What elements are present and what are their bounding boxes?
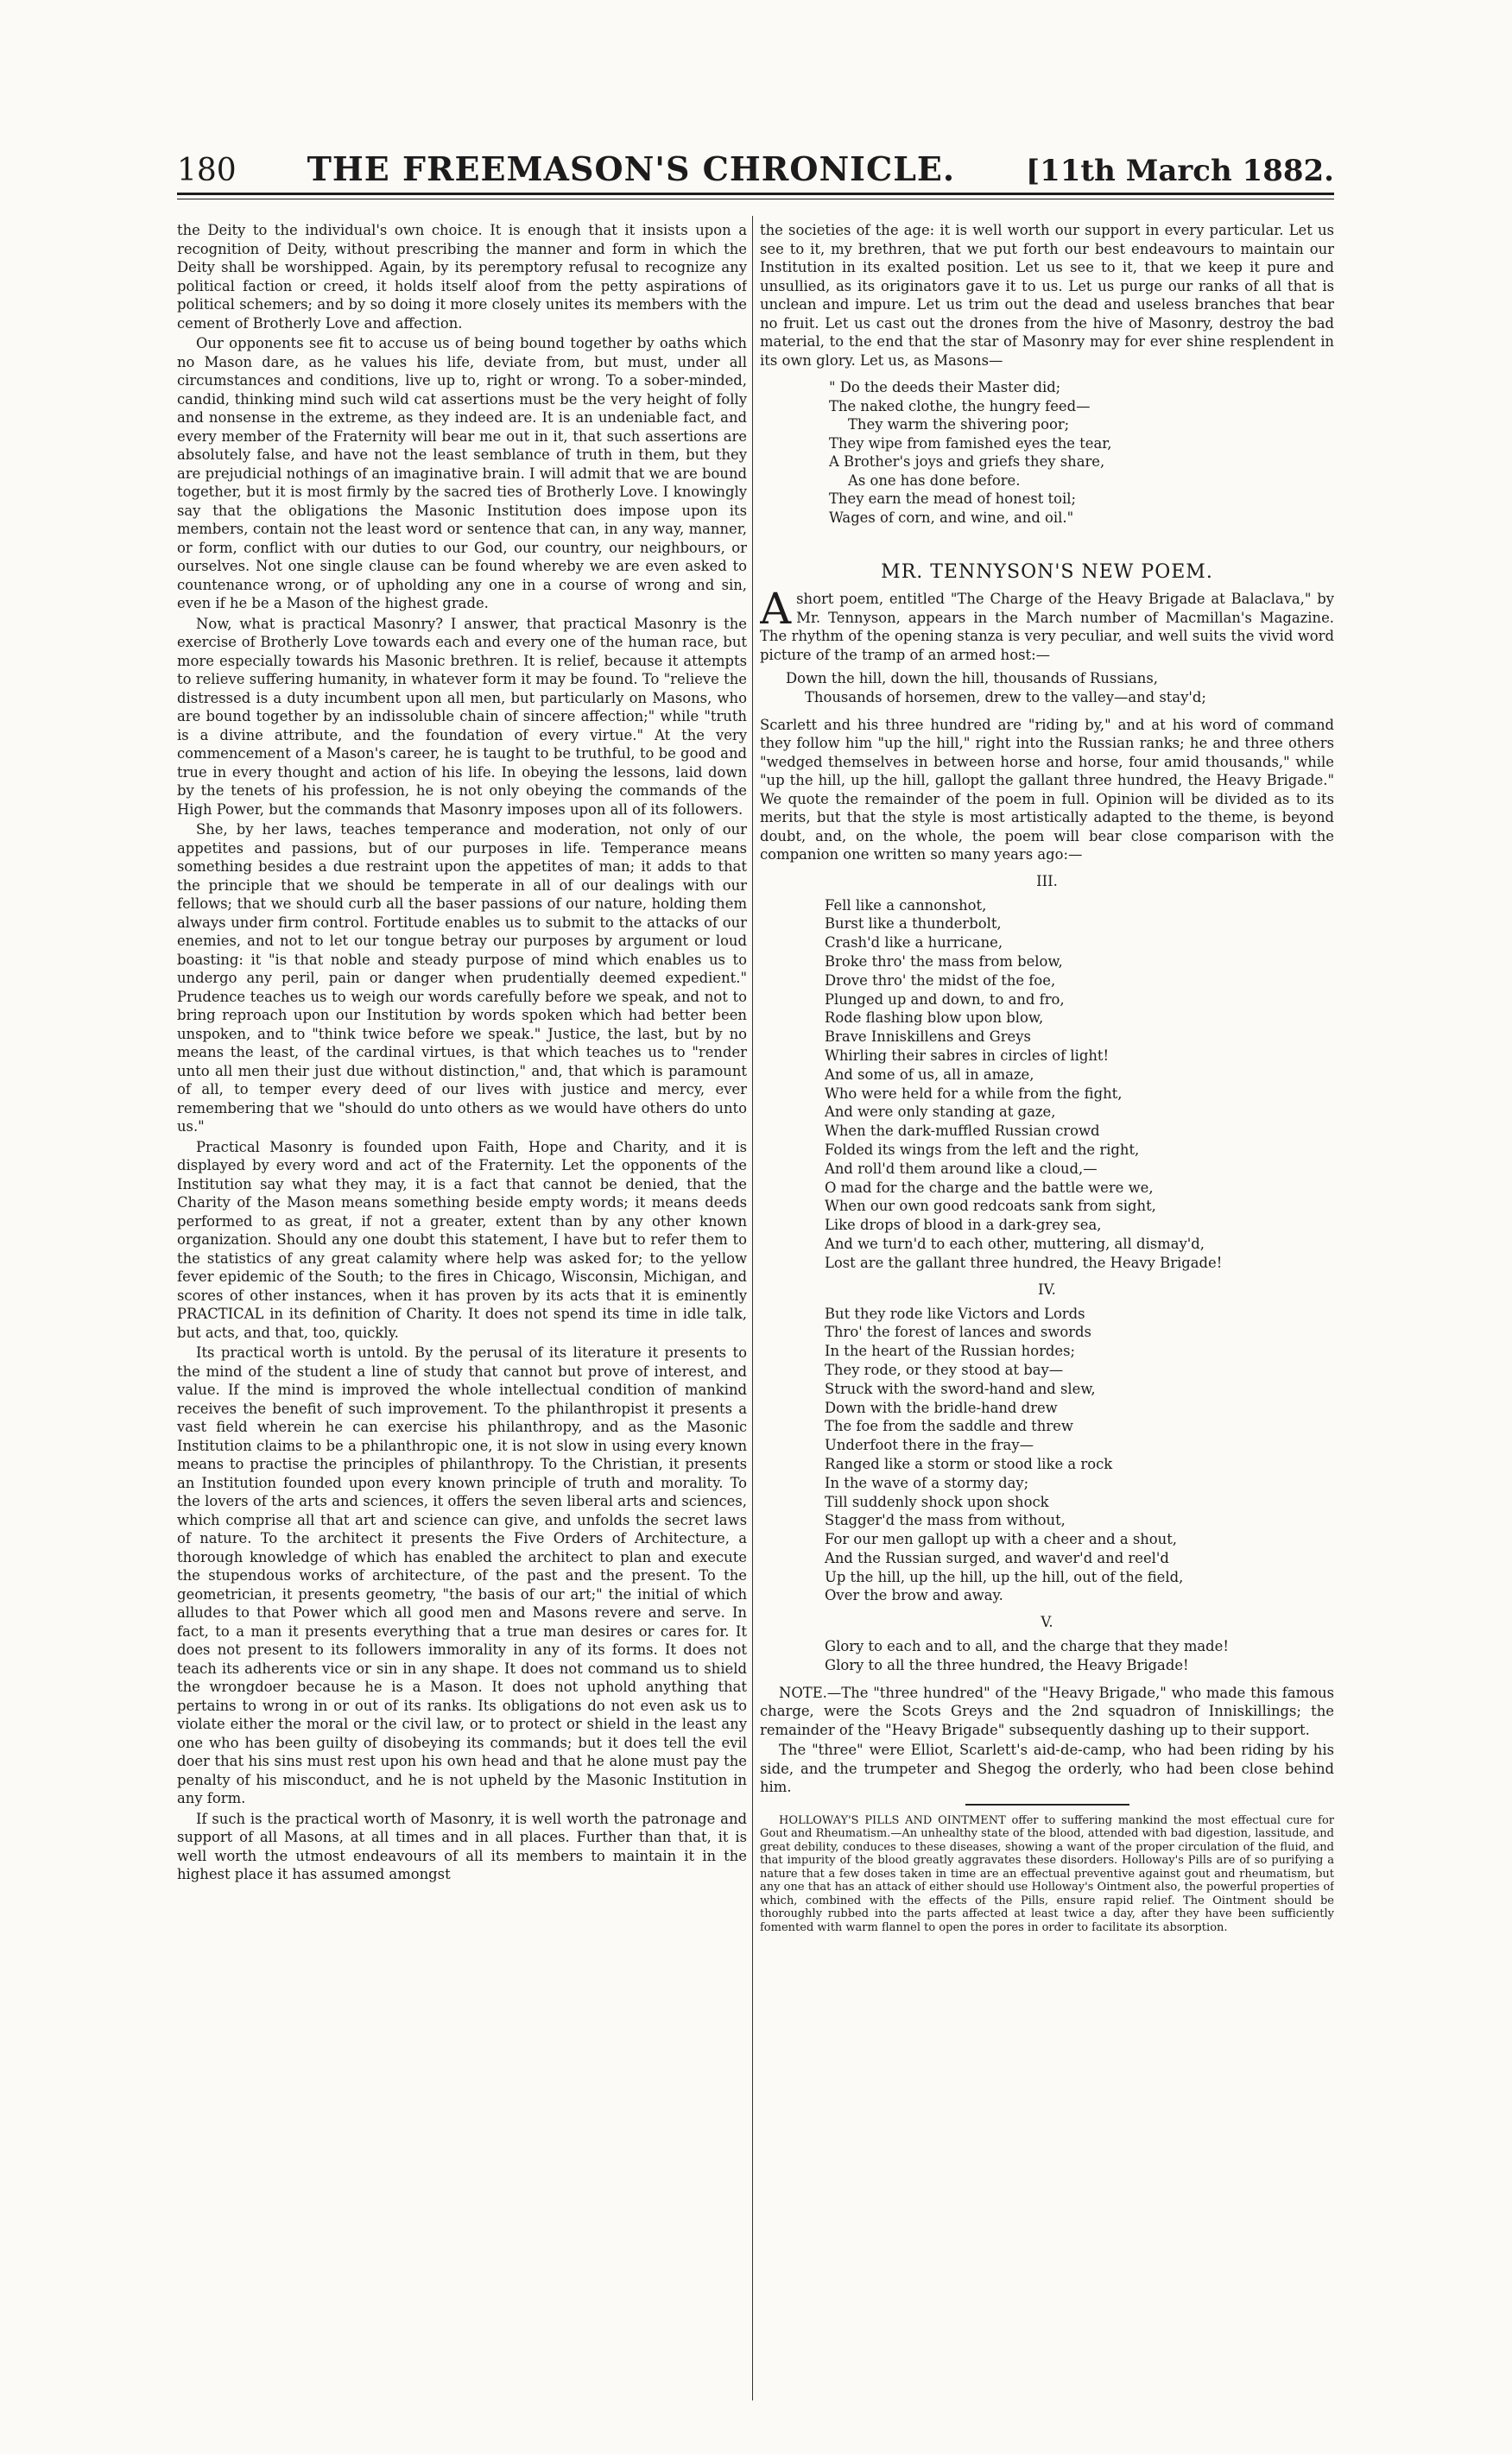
verse-line: A Brother's joys and griefs they share, xyxy=(829,453,1105,470)
stanza-5 xyxy=(825,1637,1334,1675)
verse-line: Folded its wings from the left and the right, xyxy=(825,1141,1140,1158)
verse-line: Wages of corn, and wine, and oil." xyxy=(829,509,1074,526)
column-divider xyxy=(752,216,753,2400)
intro-text: short poem, entitled "The Charge of the Heavy Brigade at Balaclava," by Mr. Tennyson, appears in the March number of Macmillan's Magazine. The rhythm of the opening stanza is very peculiar, and well suits the vivid word picture of the tramp of an armed host:— xyxy=(760,591,1334,663)
paragraph: Scarlett and his three hundred are "riding by," and at his word of command they follow him "up the hill," right into the Russian ranks; he and three others "wedged themselves in between horse and horse, four amid thousands," while "up the hill, up the hill, gallopt the gallant three hundred, the Heavy Brigade." We quote the remainder of the poem in full. Opinion will be divided as to its merits, but that the style is most artistically adapted to the theme, is beyond doubt, and, on the whole, the poem will bear close comparison with the companion one written so many years ago:— xyxy=(760,716,1334,863)
stanza-4 xyxy=(825,1305,1334,1606)
drop-cap: A xyxy=(760,584,792,634)
paragraph: Our opponents see fit to accuse us of being bound together by oaths which no Mason dare, as he values his life, deviate from, but must, under all circumstances and conditions, live up to, right or wrong. To a sober-minded, candid, thinking mind such wild cat assertions must be the very height of folly and nonsense in the extreme, as they indeed are. It is an undeniable fact, and every member of the Fraternity will bear me out in it, that such assertions are absolutely false, and have not the least semblance of truth in them, but they are prejudicial nothings of an imaginative brain. I will admit that we are bound together, but it is most firmly by the sacred ties of Brotherly Love. I knowingly say that the obligations the Masonic Institution does impose upon its members, contain not the least word or sentence that can, in any way, manner, or form, conflict with our duties to our God, our country, our neighbours, or ourselves. Not one single clause can be found whereby we are even asked to countenance wrong, or of upholding any one in a course of wrong and sin, even if he be a Mason of the highest grade. xyxy=(177,335,747,611)
verse-line: In the heart of the Russian hordes; xyxy=(825,1343,1076,1360)
verse-line: When the dark-muffled Russian crowd xyxy=(825,1123,1100,1140)
header-rule xyxy=(177,193,1334,195)
verse-line: Burst like a thunderbolt, xyxy=(825,915,1002,933)
verse-line: They warm the shivering poor; xyxy=(848,416,1070,433)
stanza-3 xyxy=(825,896,1334,1273)
paragraph: She, by her laws, teaches temperance and moderation, not only of our appetites and passions, but of our purposes in life. Temperance means something besides a due restraint upon the appetites of man; it adds to that the principle that we should be temperate in all of our dealings with our fellows; that we should curb all the baser passions of our nature, holding them always under firm control. Fortitude enables us to submit to the attacks of our enemies, and not to let our tongue betray our purposes by argument or loud boasting: it "is that noble and steady purpose of mind which enables us to undergo any peril, pain or danger when prudentially deemed expedient." Prudence teaches us to weigh our words carefully before we speak, and not to bring reproach upon our Institution by words spoken which had better been unspoken, and to "think twice before we speak." Justice, the last, but by no means the least, of the cardinal virtues, is that which teaches us to "render unto all men their just due without distinction," and, that which is paramount of all, to temper every deed of our lives with justice and mercy, ever remembering that we "should do unto others as we would have others do unto us." xyxy=(177,821,747,1135)
verse-line: Thro' the forest of lances and swords xyxy=(825,1324,1091,1341)
verse-line: And some of us, all in amaze, xyxy=(825,1066,1034,1083)
verse-line: Struck with the sword-hand and slew, xyxy=(825,1380,1096,1397)
page-header xyxy=(177,138,1334,188)
paragraph: the societies of the age: it is well worth our support in every particular. Let us see to it, my brethren, that we put forth our best endeavours to maintain our Institution in its exalted position. Let us see to it, that we keep it pure and unsullied, as its originators gave it to us. Let us purge our ranks of all that is unclean and impure. Let us trim out the dead and useless branches that bear no fruit. Let us cast out the drones from the hive of Masonry, destroy the bad material, to the end that the star of Masonry may for ever shine resplendent in its own glory. Let us, as Masons— xyxy=(760,222,1334,369)
stanza-number: III. xyxy=(1036,872,1058,889)
verse-line: And we turn'd to each other, muttering, all dismay'd, xyxy=(825,1235,1205,1252)
verse-line: Glory to each and to all, and the charge that they made! xyxy=(825,1638,1229,1655)
opening-lines xyxy=(786,669,1334,707)
verse-line: Broke thro' the mass from below, xyxy=(825,952,1063,970)
article-title: MR. TENNYSON'S NEW POEM. xyxy=(881,561,1213,583)
stanza-number: V. xyxy=(1041,1614,1053,1631)
verse-line: O mad for the charge and the battle were we, xyxy=(825,1179,1154,1196)
verse-line: Up the hill, up the hill, up the hill, out of the field, xyxy=(825,1568,1184,1585)
paragraph: Practical Masonry is founded upon Faith, Hope and Charity, and it is displayed by every word and act of the Fraternity. Let the opponents of the Institution say what they may, it is a fact that cannot be denied, that the Charity of the Mason means something beside empty words; it means deeds performed to as great, if not a greater, extent than by any other known organization. Should any one doubt this statement, I have but to refer them to the statistics of any great calamity where help was asked for; to the yellow fever epidemic of the South; to the fires in Chicago, Wisconsin, Michigan, and scores of other instances, when it has proven by its acts that it is eminently PRACTICAL in its definition of Charity. It does not spend its time in idle talk, but acts, and that, too, quickly. xyxy=(177,1138,747,1341)
separator-rule xyxy=(965,1804,1129,1806)
verse-line: They wipe from famished eyes the tear, xyxy=(829,434,1112,452)
note: NOTE.—The "three hundred" of the "Heavy Brigade," who made this famous charge, were the Scots Greys and the 2nd squadron of Inniskillings; the remainder of the "Heavy Brigade" subsequently dashing up to their support. xyxy=(760,1684,1334,1738)
verse-line: They earn the mead of honest toil; xyxy=(829,490,1076,507)
page-number: 180 xyxy=(177,153,237,188)
verse-line: The foe from the saddle and threw xyxy=(825,1418,1073,1435)
verse-line: Thousands of horsemen, drew to the valley—and stay'd; xyxy=(805,688,1206,705)
paragraph: the Deity to the individual's own choice. It is enough that it insists upon a recognition of Deity, without prescribing the manner and form in which the Deity shall be worshipped. Again, by its peremptory refusal to recognize any political faction or creed, it holds itself aloof from the petty aspirations of political schemers; and by so doing it more closely unites its members with the cement of Brotherly Love and affection. xyxy=(177,222,747,332)
verse-line: When our own good redcoats sank from sight, xyxy=(825,1198,1156,1215)
verse-line: Glory to all the three hundred, the Heavy Brigade! xyxy=(825,1657,1189,1674)
verse-line: Stagger'd the mass from without, xyxy=(825,1512,1066,1529)
verse-line: Like drops of blood in a dark-grey sea, xyxy=(825,1217,1102,1234)
verse-line: Fell like a cannonshot, xyxy=(825,896,987,914)
paragraph: Now, what is practical Masonry? I answer, that practical Masonry is the exercise of Brotherly Love towards each and every one of the human race, but more especially towards his Masonic brethren. It is relief, because it attempts to relieve suffering humanity, in whatever form it may be found. To "relieve the distressed is a duty incumbent upon all men, but particularly on Masons, who are bound together by an indissoluble chain of sincere affection;" while "truth is a divine attribute, and the foundation of every virtue." At the very commencement of a Mason's career, he is taught to be truthful, to be good and true in every thought and action of his life. In obeying the lessons, laid down by the tenets of his profession, he is not only obeying the commands of the High Power, but the commands that Masonry imposes upon all of its followers. xyxy=(177,615,747,818)
advertisement xyxy=(760,1814,1334,1935)
verse xyxy=(829,378,1334,527)
verse-line: The naked clothe, the hungry feed— xyxy=(829,397,1091,414)
verse-line: They rode, or they stood at bay— xyxy=(825,1361,1064,1378)
stanza-number: IV. xyxy=(1038,1281,1056,1298)
right-column xyxy=(760,221,1334,2401)
verse-line: Down the hill, down the hill, thousands of Russians, xyxy=(786,670,1158,686)
verse-line: In the wave of a stormy day; xyxy=(825,1474,1029,1491)
verse-line: Plunged up and down, to and fro, xyxy=(825,990,1065,1008)
verse-line: Over the brow and away. xyxy=(825,1587,1003,1604)
advert-text: HOLLOWAY'S PILLS AND OINTMENT offer to suffering mankind the most effectual cure for Gout and Rheumatism.—An unhealthy state of the blood, attended with bad digestion, lassitude, and great debility, conduces to these diseases, showing a want of the proper circulation of the fluid, and that impurity of the blood greatly aggravates these disorders. Holloway's Pills are of so purifying a nature that a few doses taken in time are an effectual preventive against gout and rheumatism, but any one that has an attack of either should use Holloway's Ointment also, the powerful properties of which, combined with the effects of the Pills, ensure rapid relief. The Ointment should be thoroughly rubbed into the parts affected at least twice a day, after they have been sufficiently fomented with warm flannel to open the pores in order to facilitate its absorption. xyxy=(760,1813,1334,1934)
verse-line: Whirling their sabres in circles of light! xyxy=(825,1047,1110,1064)
verse-line: Underfoot there in the fray— xyxy=(825,1437,1034,1454)
verse-line: As one has done before. xyxy=(848,471,1021,489)
left-column xyxy=(177,221,747,2401)
issue-date: [11th March 1882. xyxy=(1026,154,1334,188)
verse-line: And roll'd them around like a cloud,— xyxy=(825,1160,1098,1177)
verse-line: Who were held for a while from the fight, xyxy=(825,1085,1123,1102)
verse-line: And the Russian surged, and waver'd and reel'd xyxy=(825,1549,1169,1566)
note: The "three" were Elliot, Scarlett's aid-de-camp, who had been riding by his side, and the trumpeter and Shegog the orderly, who had been close behind him. xyxy=(760,1742,1334,1796)
verse-line: Crash'd like a hurricane, xyxy=(825,934,1003,952)
verse-line: Rode flashing blow upon blow, xyxy=(825,1009,1044,1027)
verse-line: Lost are the gallant three hundred, the Heavy Brigade! xyxy=(825,1254,1223,1271)
verse-line: For our men gallopt up with a cheer and a shout, xyxy=(825,1531,1178,1548)
verse-line: Down with the bridle-hand drew xyxy=(825,1399,1058,1416)
paragraph: Its practical worth is untold. By the perusal of its literature it presents to the mind of the student a line of study that cannot but prove of interest, and value. If the mind is improved the whole intellectual condition of mankind receives the benefit of such improvement. To the philanthropist it presents a vast field wherein he can exercise his philanthropy, and as the Masonic Institution claims to be a philanthropic one, it is not slow in using every known means to practise the principles of philanthropy. To the Christian, it presents an Institution founded upon every known principle of truth and morality. To the lovers of the arts and sciences, it offers the seven liberal arts and sciences, which comprise all that art and science can give, and unfolds the secret laws of nature. To the architect it presents the Five Orders of Architecture, a thorough knowledge of which has enabled the architect to plan and execute the stupendous works of architecture, of the past and the present. To the geometrician, it presents geometry, "the basis of our art;" the initial of which alludes to that Power which all good men and Masons revere and serve. In fact, to a man it presents everything that a true man desires or cares for. It does not present to its followers immorality in any of its forms. It does not teach its adherents vice or sin in any shape. It does not command us to shield the wrongdoer because he is a Mason. It does not uphold anything that pertains to wrong in or out of its ranks. Its obligations do not even ask us to violate either the moral or the civil law, or to protect or shield in the least any one who has been guilty of disobeying its commands; but it does tell the evil doer that his sins must rest upon his own head and that he alone must pay the penalty of his misconduct, and he is not upheld by the Masonic Institution in any form. xyxy=(177,1344,747,1806)
verse-line: Brave Inniskillens and Greys xyxy=(825,1028,1031,1046)
verse-line: Ranged like a storm or stood like a rock xyxy=(825,1455,1113,1472)
paragraph: If such is the practical worth of Masonry, it is well worth the patronage and support of all Masons, at all times and in all places. Further than that, it is well worth the utmost endeavours of all its members to maintain it in the highest place it has assumed amongst xyxy=(177,1810,747,1882)
verse-line: Drove thro' the midst of the foe, xyxy=(825,971,1056,989)
verse-line: " Do the deeds their Master did; xyxy=(829,379,1061,395)
masthead: THE FREEMASON'S CHRONICLE. xyxy=(307,149,956,188)
verse-line: But they rode like Victors and Lords xyxy=(825,1305,1085,1322)
article-intro xyxy=(760,584,1334,664)
verse-line: Till suddenly shock upon shock xyxy=(825,1493,1049,1510)
verse-line: And were only standing at gaze, xyxy=(825,1104,1056,1121)
